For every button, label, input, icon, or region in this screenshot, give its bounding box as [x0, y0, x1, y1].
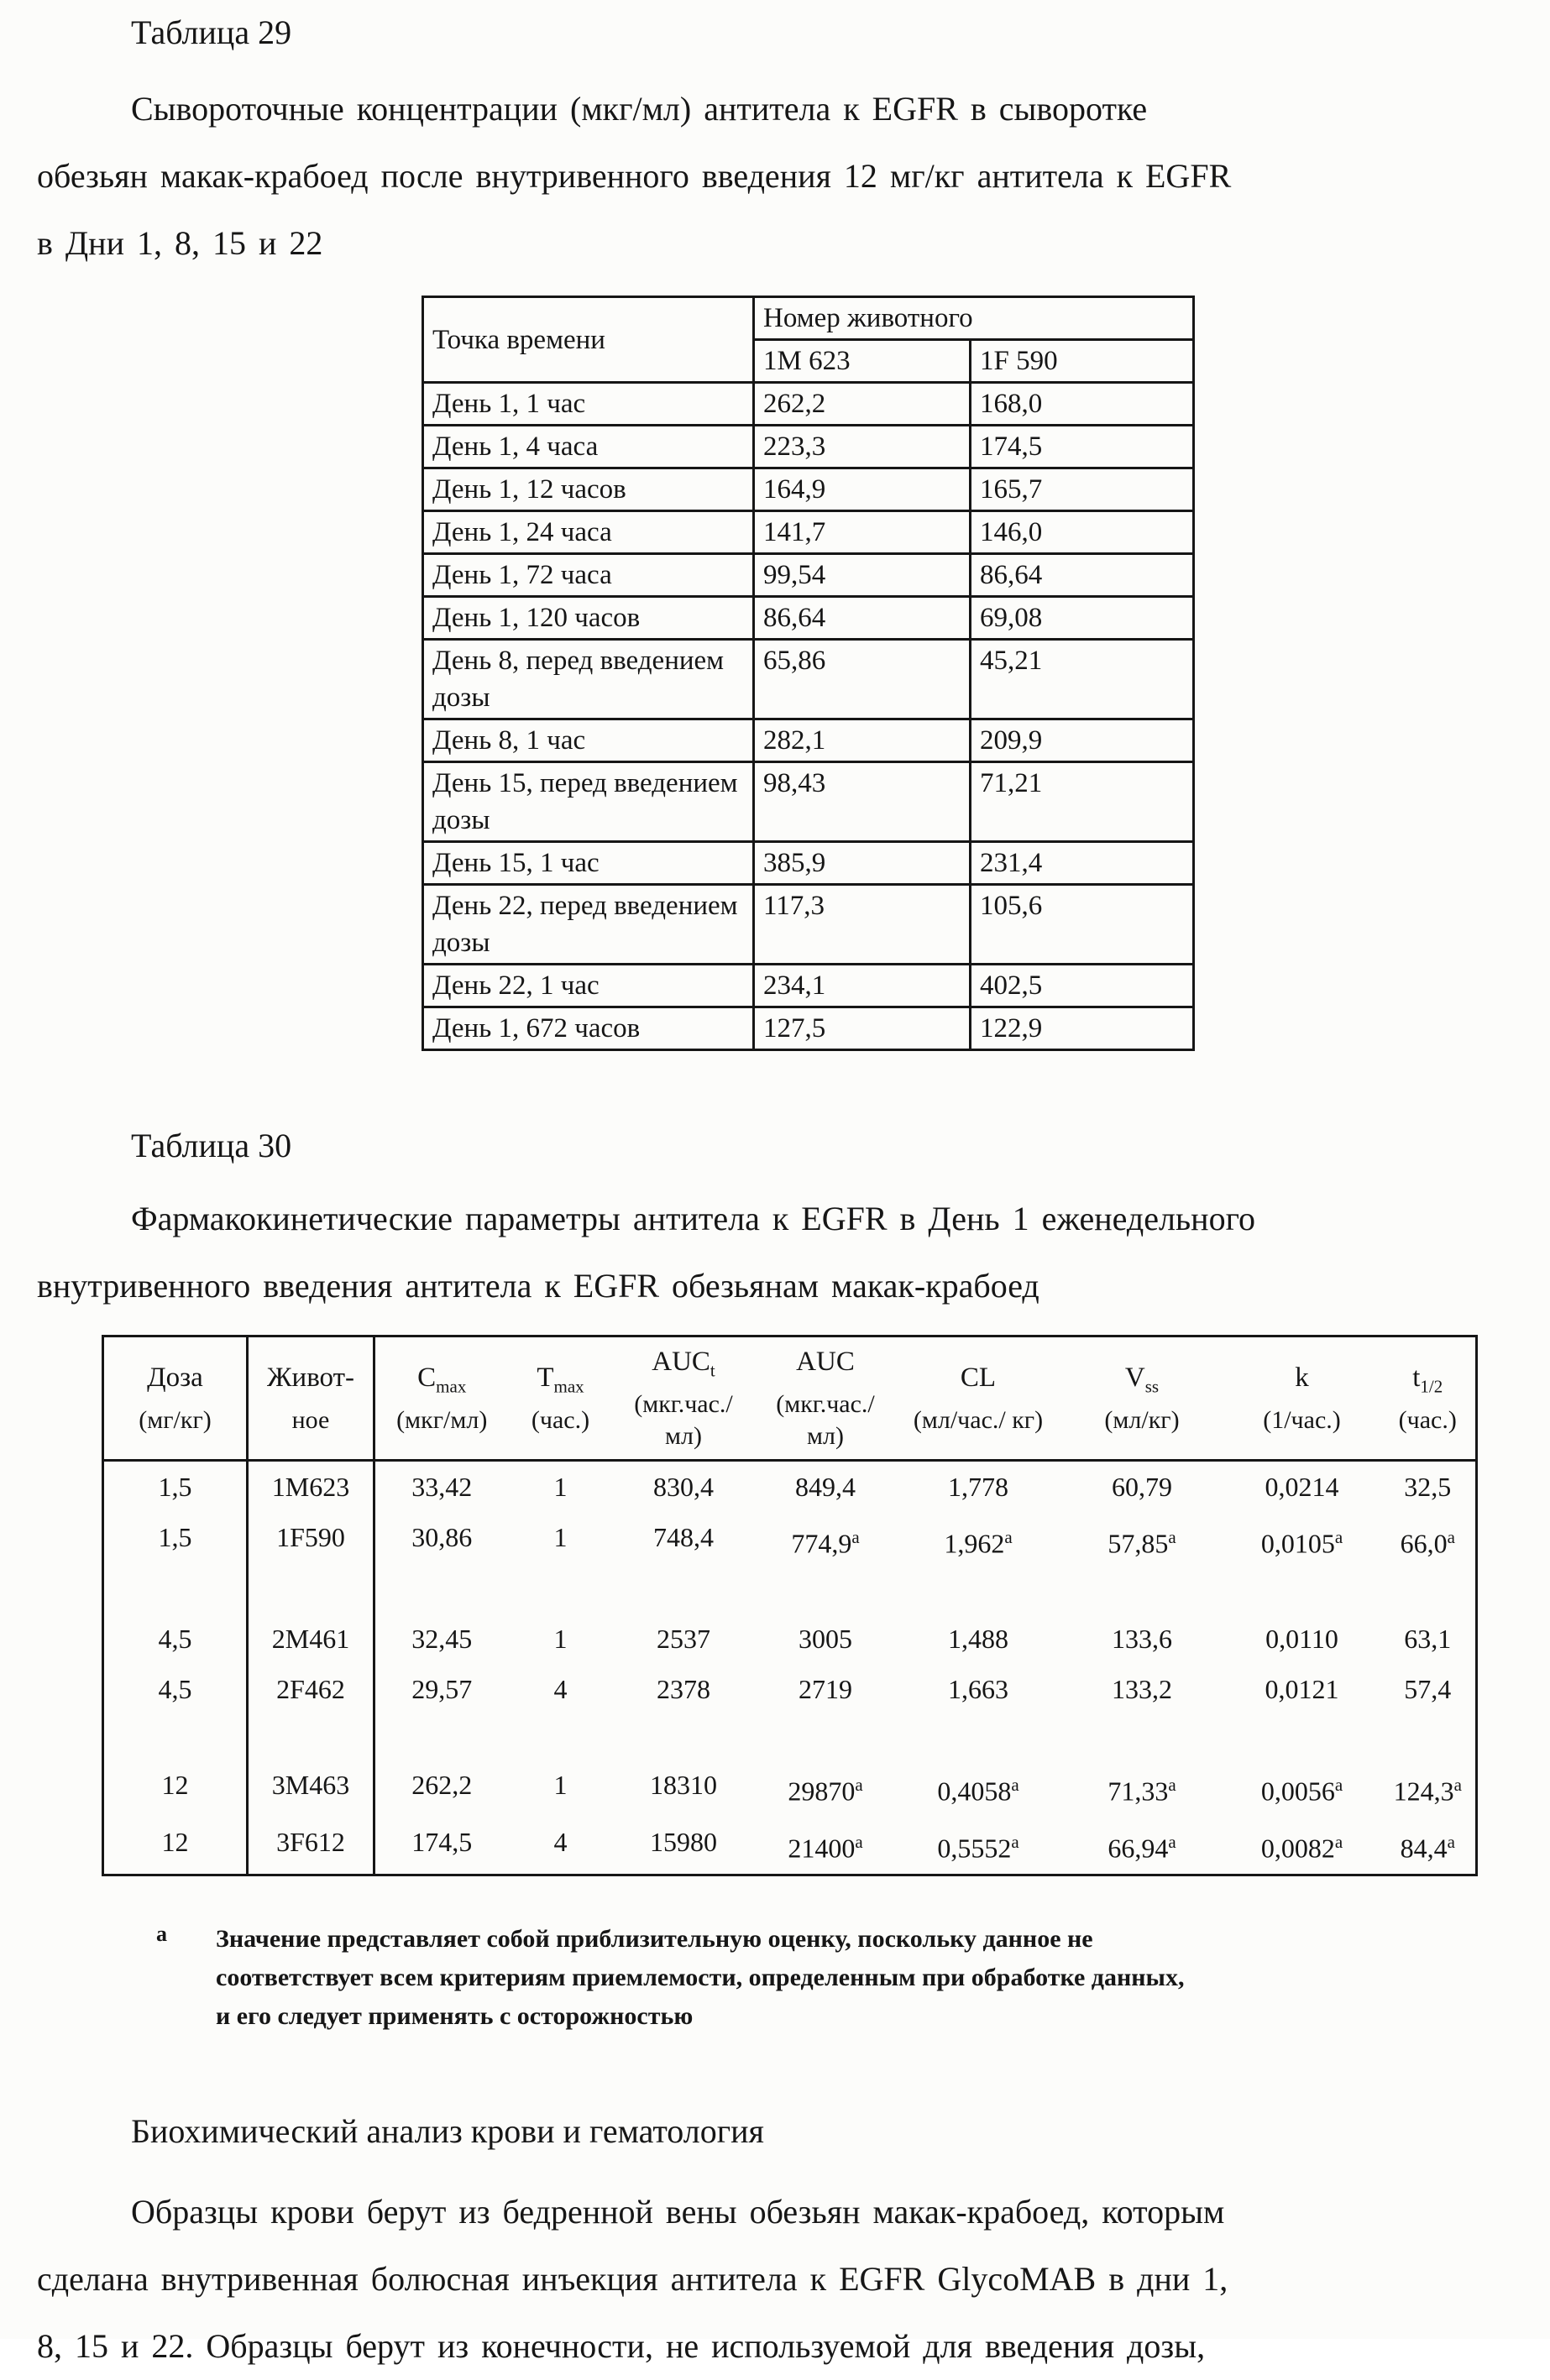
spacer-cell — [103, 1568, 248, 1614]
thalf-cell: 84,4$^a$ — [1400, 1831, 1455, 1864]
table-row — [423, 383, 1194, 426]
table30-label: Таблица 30 — [131, 1127, 292, 1164]
spacer-cell — [103, 1714, 248, 1760]
value-cell: 141,7 — [754, 511, 971, 554]
spacer-cell — [374, 1714, 1477, 1760]
table-row — [423, 762, 1194, 842]
column-header-animal-1f590: 1F 590 — [971, 340, 1194, 383]
timepoint-cell: День 1, 12 часов — [423, 468, 754, 511]
table-row — [423, 885, 1194, 965]
table-row — [423, 597, 1194, 640]
header-subscript: 1/2 — [1420, 1376, 1443, 1397]
value-cell: 146,0 — [971, 511, 1194, 554]
table-row — [423, 426, 1194, 468]
auct-cell: 748,4 — [653, 1521, 714, 1552]
value-cell: 231,4 — [971, 842, 1194, 885]
column-header-auc — [755, 1336, 897, 1461]
cmax-cell: 32,45 — [411, 1624, 473, 1655]
header-symbol: k — [1295, 1363, 1309, 1393]
table30-pk-parameters — [102, 1335, 1478, 1876]
auct-cell: 2537 — [657, 1624, 710, 1655]
header-symbol: $V_{ss}$ — [1124, 1363, 1160, 1397]
tmax-cell: 1 — [553, 1624, 568, 1655]
auc-cell: 3005 — [799, 1624, 852, 1655]
header-symbol: $t_{1/2}$ — [1412, 1363, 1443, 1397]
header-unit: (мл/час./ кг) — [913, 1405, 1044, 1434]
cmax-cell: 30,86 — [411, 1521, 473, 1552]
header-subscript: t — [710, 1360, 715, 1381]
timepoint-cell: День 1, 672 часов — [423, 1007, 754, 1050]
animal-cell: 1F590 — [248, 1512, 374, 1569]
table-row — [423, 554, 1194, 597]
table-row — [103, 1460, 1477, 1512]
table-row — [103, 1760, 1477, 1817]
auct-cell: 2378 — [657, 1674, 710, 1705]
value-cell: 45,21 — [971, 640, 1194, 719]
header-symbol: AUC — [796, 1347, 855, 1377]
tmax-cell: 4 — [553, 1674, 568, 1705]
value-cell: 86,64 — [971, 554, 1194, 597]
table29-caption — [37, 76, 1513, 277]
column-header-k — [1224, 1336, 1380, 1461]
value-cell: 282,1 — [754, 719, 971, 762]
column-header-auct — [613, 1336, 755, 1461]
timepoint-cell: День 8, перед введением дозы — [423, 640, 754, 719]
table-row — [423, 842, 1194, 885]
value-cell: 105,6 — [971, 885, 1194, 965]
timepoint-cell: День 1, 24 часа — [423, 511, 754, 554]
table-row — [423, 719, 1194, 762]
caption-line: внутривенного введения антитела к EGFR обезьянам макак-крабоед — [37, 1267, 1039, 1305]
table30-header — [103, 1336, 1477, 1461]
group-spacer-row — [103, 1714, 1477, 1760]
animal-cell: 3M463 — [248, 1760, 374, 1817]
timepoint-cell: День 15, 1 час — [423, 842, 754, 885]
footnote-text — [216, 1920, 1184, 2036]
column-header-dose — [103, 1336, 248, 1461]
table29-body — [423, 383, 1194, 1050]
dose-cell: 4,5 — [103, 1664, 248, 1714]
spacer-cell — [374, 1568, 1477, 1614]
thalf-cell: 32,5 — [1404, 1471, 1452, 1502]
dose-cell: 12 — [103, 1817, 248, 1875]
k-cell: 0,0082$^a$ — [1260, 1831, 1343, 1864]
timepoint-cell: День 15, перед введением дозы — [423, 762, 754, 842]
header-unit: (мкг/мл) — [396, 1405, 488, 1434]
auc-cell: 849,4 — [795, 1471, 856, 1502]
vss-cell: 133,2 — [1112, 1674, 1172, 1705]
column-header-thalf — [1380, 1336, 1477, 1461]
table-row — [103, 1664, 1477, 1714]
auct-cell: 830,4 — [653, 1471, 714, 1502]
animal-cell: 3F612 — [248, 1817, 374, 1875]
paragraph-line: сделана внутривенная болюсная инъекция антитела к EGFR GlycoMAB в дни 1, — [37, 2259, 1228, 2298]
header-unit: (1/час.) — [1263, 1405, 1341, 1434]
value-cell: 98,43 — [754, 762, 971, 842]
tmax-cell: 1 — [553, 1521, 568, 1552]
value-cell: 402,5 — [971, 965, 1194, 1007]
dose-cell: 1,5 — [103, 1460, 248, 1512]
vss-cell: 133,6 — [1112, 1624, 1172, 1655]
timepoint-cell: День 1, 120 часов — [423, 597, 754, 640]
thalf-cell: 57,4 — [1404, 1674, 1452, 1705]
caption-line: Фармакокинетические параметры антитела к EGFR в День 1 еженедельного — [131, 1200, 1255, 1237]
timepoint-cell: День 1, 72 часа — [423, 554, 754, 597]
vss-cell: 71,33$^a$ — [1108, 1775, 1176, 1807]
caption-line: Сывороточные концентрации (мкг/мл) антитела к EGFR в сыворотке — [131, 90, 1148, 128]
value-cell: 127,5 — [754, 1007, 971, 1050]
column-header-cl — [897, 1336, 1060, 1461]
k-cell: 0,0056$^a$ — [1260, 1775, 1343, 1807]
value-cell: 99,54 — [754, 554, 971, 597]
table-row — [103, 1817, 1477, 1875]
value-cell: 168,0 — [971, 383, 1194, 426]
column-header-animal-1m623: 1M 623 — [754, 340, 971, 383]
value-cell: 165,7 — [971, 468, 1194, 511]
caption-line: обезьян макак-крабоед после внутривенного введения 12 мг/кг антитела к EGFR — [37, 157, 1232, 195]
header-symbol: CL — [960, 1363, 997, 1393]
tmax-cell: 1 — [553, 1471, 568, 1502]
table29-serum-concentrations — [422, 296, 1195, 1051]
cl-cell: 1,962$^a$ — [944, 1526, 1013, 1559]
header-unit: (час.) — [531, 1405, 590, 1434]
column-header-animal — [248, 1336, 374, 1461]
k-cell: 0,0214 — [1265, 1471, 1339, 1502]
column-header-animal-number: Номер животного — [754, 297, 1194, 340]
paragraph-line: Образцы крови берут из бедренной вены обезьян макак-крабоед, которым — [131, 2192, 1225, 2231]
group-spacer-row — [103, 1568, 1477, 1614]
table-header-row — [423, 297, 1194, 340]
table-row — [423, 640, 1194, 719]
vss-cell: 66,94$^a$ — [1108, 1831, 1176, 1864]
auct-cell: 18310 — [650, 1770, 717, 1801]
value-cell: 69,08 — [971, 597, 1194, 640]
cl-cell: 1,663 — [948, 1674, 1008, 1705]
timepoint-cell: День 22, 1 час — [423, 965, 754, 1007]
footnote-line: и его следует применять с осторожностью — [216, 2001, 694, 2030]
cmax-cell: 262,2 — [411, 1770, 473, 1801]
vss-cell: 60,79 — [1112, 1471, 1172, 1502]
value-cell: 262,2 — [754, 383, 971, 426]
table-header-row — [103, 1336, 1477, 1461]
header-symbol: Доза — [147, 1363, 203, 1393]
value-cell: 117,3 — [754, 885, 971, 965]
caption-line: в Дни 1, 8, 15 и 22 — [37, 224, 323, 262]
timepoint-cell: День 22, перед введением дозы — [423, 885, 754, 965]
column-header-cmax — [374, 1336, 509, 1461]
header-unit: (мл/кг) — [1104, 1405, 1180, 1434]
cmax-cell: 29,57 — [411, 1674, 473, 1705]
table-row — [423, 965, 1194, 1007]
thalf-cell: 66,0$^a$ — [1400, 1526, 1455, 1559]
cl-cell: 1,488 — [948, 1624, 1008, 1655]
value-cell: 122,9 — [971, 1007, 1194, 1050]
footnote-line: соответствует всем критериям приемлемости, определенным при обработке данных, — [216, 1963, 1185, 1991]
column-header-vss — [1060, 1336, 1224, 1461]
tmax-cell: 1 — [553, 1770, 568, 1801]
k-cell: 0,0105$^a$ — [1260, 1526, 1343, 1559]
animal-cell: 2F462 — [248, 1664, 374, 1714]
vss-cell: 57,85$^a$ — [1108, 1526, 1176, 1559]
footnote-a — [156, 1920, 1513, 2036]
k-cell: 0,0110 — [1265, 1624, 1338, 1655]
auc-cell: 774,9$^a$ — [791, 1526, 860, 1559]
value-cell: 209,9 — [971, 719, 1194, 762]
value-cell: 234,1 — [754, 965, 971, 1007]
table29-label: Таблица 29 — [131, 13, 292, 51]
auc-cell: 21400$^a$ — [788, 1831, 863, 1864]
thalf-cell: 124,3$^a$ — [1393, 1775, 1462, 1807]
table-row — [423, 468, 1194, 511]
table-row — [103, 1512, 1477, 1569]
table-row — [423, 511, 1194, 554]
header-subscript: max — [436, 1376, 467, 1397]
auct-cell: 15980 — [650, 1826, 717, 1857]
header-unit: (мкг.час./ мл) — [776, 1389, 875, 1450]
dose-cell: 4,5 — [103, 1614, 248, 1664]
cmax-cell: 174,5 — [411, 1826, 473, 1857]
animal-cell: 1M623 — [248, 1460, 374, 1512]
value-cell: 223,3 — [754, 426, 971, 468]
column-header-timepoint: Точка времени — [423, 297, 754, 383]
header-unit: ное — [291, 1405, 330, 1434]
cl-cell: 0,4058$^a$ — [937, 1775, 1019, 1807]
section-heading: Биохимический анализ крови и гематология — [131, 2111, 764, 2150]
header-symbol: Живот- — [266, 1363, 355, 1393]
dose-cell: 1,5 — [103, 1512, 248, 1569]
spacer-cell — [248, 1568, 374, 1614]
table-row — [423, 1007, 1194, 1050]
header-symbol: $C_{max}$ — [417, 1363, 467, 1397]
table-row — [103, 1614, 1477, 1664]
cl-cell: 0,5552$^a$ — [937, 1831, 1019, 1864]
cmax-cell: 33,42 — [411, 1471, 473, 1502]
table29-header — [423, 297, 1194, 383]
footnote-line: Значение представляет собой приблизительную оценку, поскольку данное не — [216, 1924, 1093, 1953]
table30-caption — [37, 1185, 1513, 1320]
auc-cell: 29870$^a$ — [788, 1775, 863, 1807]
value-cell: 71,21 — [971, 762, 1194, 842]
header-subscript: ss — [1144, 1376, 1160, 1397]
value-cell: 164,9 — [754, 468, 971, 511]
value-cell: 385,9 — [754, 842, 971, 885]
header-unit: (мкг.час./ мл) — [634, 1389, 733, 1450]
table30-body — [103, 1460, 1477, 1875]
header-unit: (мг/кг) — [139, 1405, 212, 1434]
timepoint-cell: День 1, 1 час — [423, 383, 754, 426]
paragraph-line: 8, 15 и 22. Образцы берут из конечности, не используемой для введения дозы, — [37, 2326, 1206, 2365]
dose-cell: 12 — [103, 1760, 248, 1817]
value-cell: 65,86 — [754, 640, 971, 719]
header-unit: (час.) — [1398, 1405, 1457, 1434]
body-paragraph — [37, 2179, 1513, 2380]
header-subscript: max — [553, 1376, 584, 1397]
value-cell: 174,5 — [971, 426, 1194, 468]
timepoint-cell: День 1, 4 часа — [423, 426, 754, 468]
thalf-cell: 63,1 — [1404, 1624, 1452, 1655]
tmax-cell: 4 — [553, 1826, 568, 1857]
header-symbol: $T_{max}$ — [537, 1363, 584, 1397]
auc-cell: 2719 — [799, 1674, 852, 1705]
column-header-tmax — [509, 1336, 613, 1461]
footnote-marker: a — [156, 1921, 167, 1946]
k-cell: 0,0121 — [1265, 1674, 1339, 1705]
animal-cell: 2M461 — [248, 1614, 374, 1664]
value-cell: 86,64 — [754, 597, 971, 640]
spacer-cell — [248, 1714, 374, 1760]
header-symbol: $AUC_t$ — [652, 1347, 715, 1381]
cl-cell: 1,778 — [948, 1471, 1008, 1502]
timepoint-cell: День 8, 1 час — [423, 719, 754, 762]
